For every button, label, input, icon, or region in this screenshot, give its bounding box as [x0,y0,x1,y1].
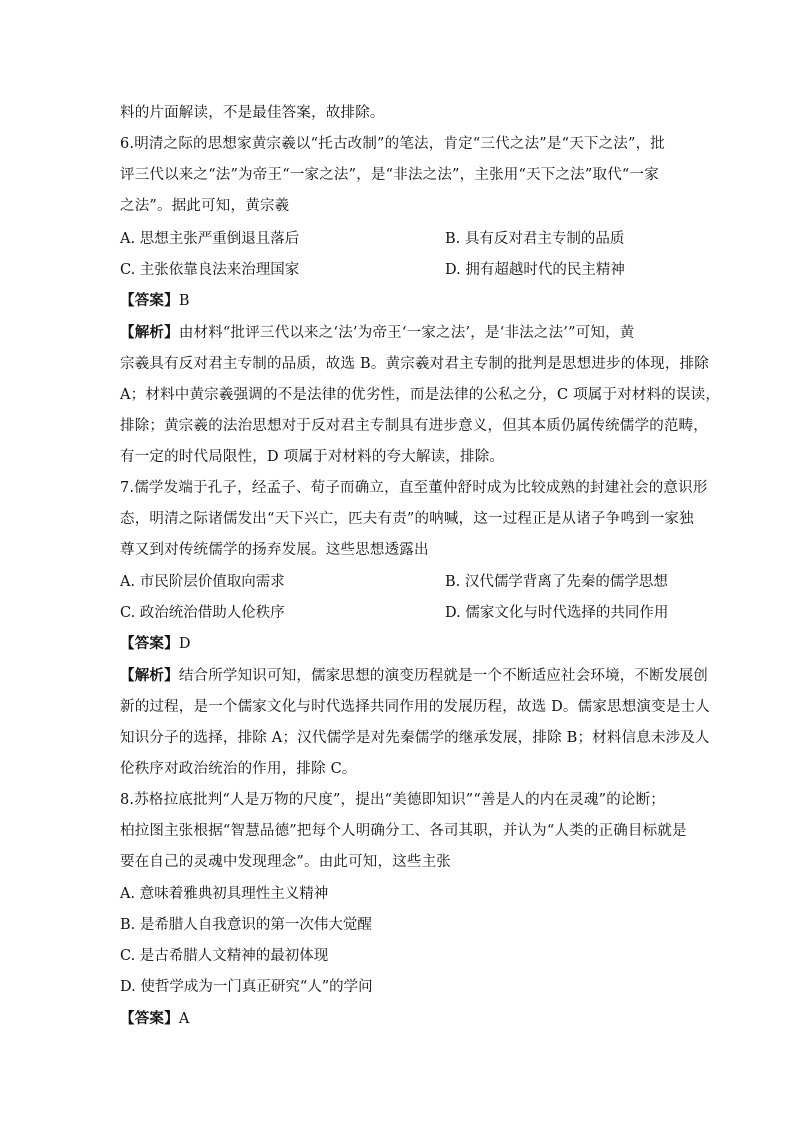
q8-stem-line-2: 柏拉图主张根据“智慧品德”把每个人明确分工、各司其职，并认为“人类的正确目标就是 [120,823,687,839]
q7-analysis-line-3: 知识分子的选择，排除 A；汉代儒学是对先秦儒学的继承发展，排除 B；材料信息未涉及人 [120,730,710,746]
q8-option-a: A. 意味着雅典初具理性主义精神 [120,886,329,902]
q7-analysis-line-4: 伦秩序对政治统治的作用，排除 C。 [120,761,357,777]
q6-analysis-line-2: 宗羲具有反对君主专制的品质，故选 B。黄宗羲对君主专制的批判是思想进步的体现，排除 [120,356,709,372]
q6-analysis-tag: 【解析】 [120,324,179,341]
q7-option-d: D. 儒家文化与时代选择的共同作用 [445,605,669,621]
q7-stem-line-3: 尊又到对传统儒学的扬弃发展。这些思想透露出 [120,542,429,558]
q6-stem-line-3: 之法”。据此可知，黄宗羲 [120,198,290,214]
q6-analysis-line-1 [120,321,635,342]
q6-option-d: D. 拥有超越时代的民主精神 [445,262,625,278]
q7-analysis-line-1 [120,664,708,685]
q8-answer-tag: 【答案】 [120,1010,179,1027]
q7-option-c: C. 政治统治借助人伦秩序 [120,605,285,621]
q7-analysis-tag: 【解析】 [120,667,179,684]
q6-analysis-line-5: 有一定的时代局限性，D 项属于对材料的夸大解读，排除。 [120,449,505,465]
q7-option-b: B. 汉代儒学背离了先秦的儒学思想 [445,574,668,590]
q8-stem-line-3: 要在自己的灵魂中发现理念”。由此可知，这些主张 [120,854,452,870]
q6-option-c: C. 主张依靠良法来治理国家 [120,262,300,278]
q8-option-d: D. 使哲学成为一门真正研究“人”的学问 [120,979,373,995]
q7-stem-line-2: 态，明清之际诸儒发出“天下兴亡，匹夫有责”的呐喊，这一过程正是从诸子争鸣到一家独 [120,511,694,527]
q6-analysis-line-4: 排除；黄宗羲的法治思想对于反对君主专制具有进步意义，但其本质仍属传统儒学的范畴， [120,418,708,434]
q7-answer [120,632,191,653]
q7-option-a: A. 市民阶层价值取向需求 [120,574,285,590]
q6-analysis-text-1: 由材料“批评三代以来之‘法’为帝王‘一家之法’，是‘非法之法’”可知，黄 [178,325,635,341]
q7-answer-value: D [178,636,191,652]
q6-answer-tag: 【答案】 [120,292,179,309]
q6-stem-line-2: 评三代以来之“法”为帝王“一家之法”，是“非法之法”，主张用“天下之法”取代“一家 [120,167,659,183]
q7-answer-tag: 【答案】 [120,635,179,652]
q8-option-b: B. 是希腊人自我意识的第一次伟大觉醒 [120,917,372,933]
intro-line: 料的片面解读，不是最佳答案，故排除。 [120,105,385,121]
q8-answer-value: A [178,1011,190,1027]
q6-answer [120,289,190,310]
q6-answer-value: B [178,293,190,309]
q8-answer [120,1007,189,1028]
q8-stem-line-1: 8.苏格拉底批判“人是万物的尺度”，提出“美德即知识”“善是人的内在灵魂”的论断； [120,792,666,808]
q7-analysis-text-1: 结合所学知识可知，儒家思想的演变历程就是一个不断适应社会环境，不断发展创 [178,668,709,684]
q7-stem-line-1: 7.儒学发端于孔子，经孟子、荀子而确立，直至董仲舒时成为比较成熟的封建社会的意识形 [120,480,708,496]
q8-option-c: C. 是古希腊人文精神的最初体现 [120,948,329,964]
q6-option-b: B. 具有反对君主专制的品质 [445,231,625,247]
q6-analysis-line-3: A；材料中黄宗羲强调的不是法律的优劣性，而是法律的公私之分，C 项属于对材料的误读， [120,387,721,403]
q6-option-a: A. 思想主张严重倒退且落后 [120,231,300,247]
q6-stem-line-1: 6.明清之际的思想家黄宗羲以“托古改制”的笔法，肯定“三代之法”是“天下之法”，批 [120,136,666,152]
q7-analysis-line-2: 新的过程，是一个儒家文化与时代选择共同作用的发展历程，故选 D。儒家思想演变是士人 [120,699,710,715]
